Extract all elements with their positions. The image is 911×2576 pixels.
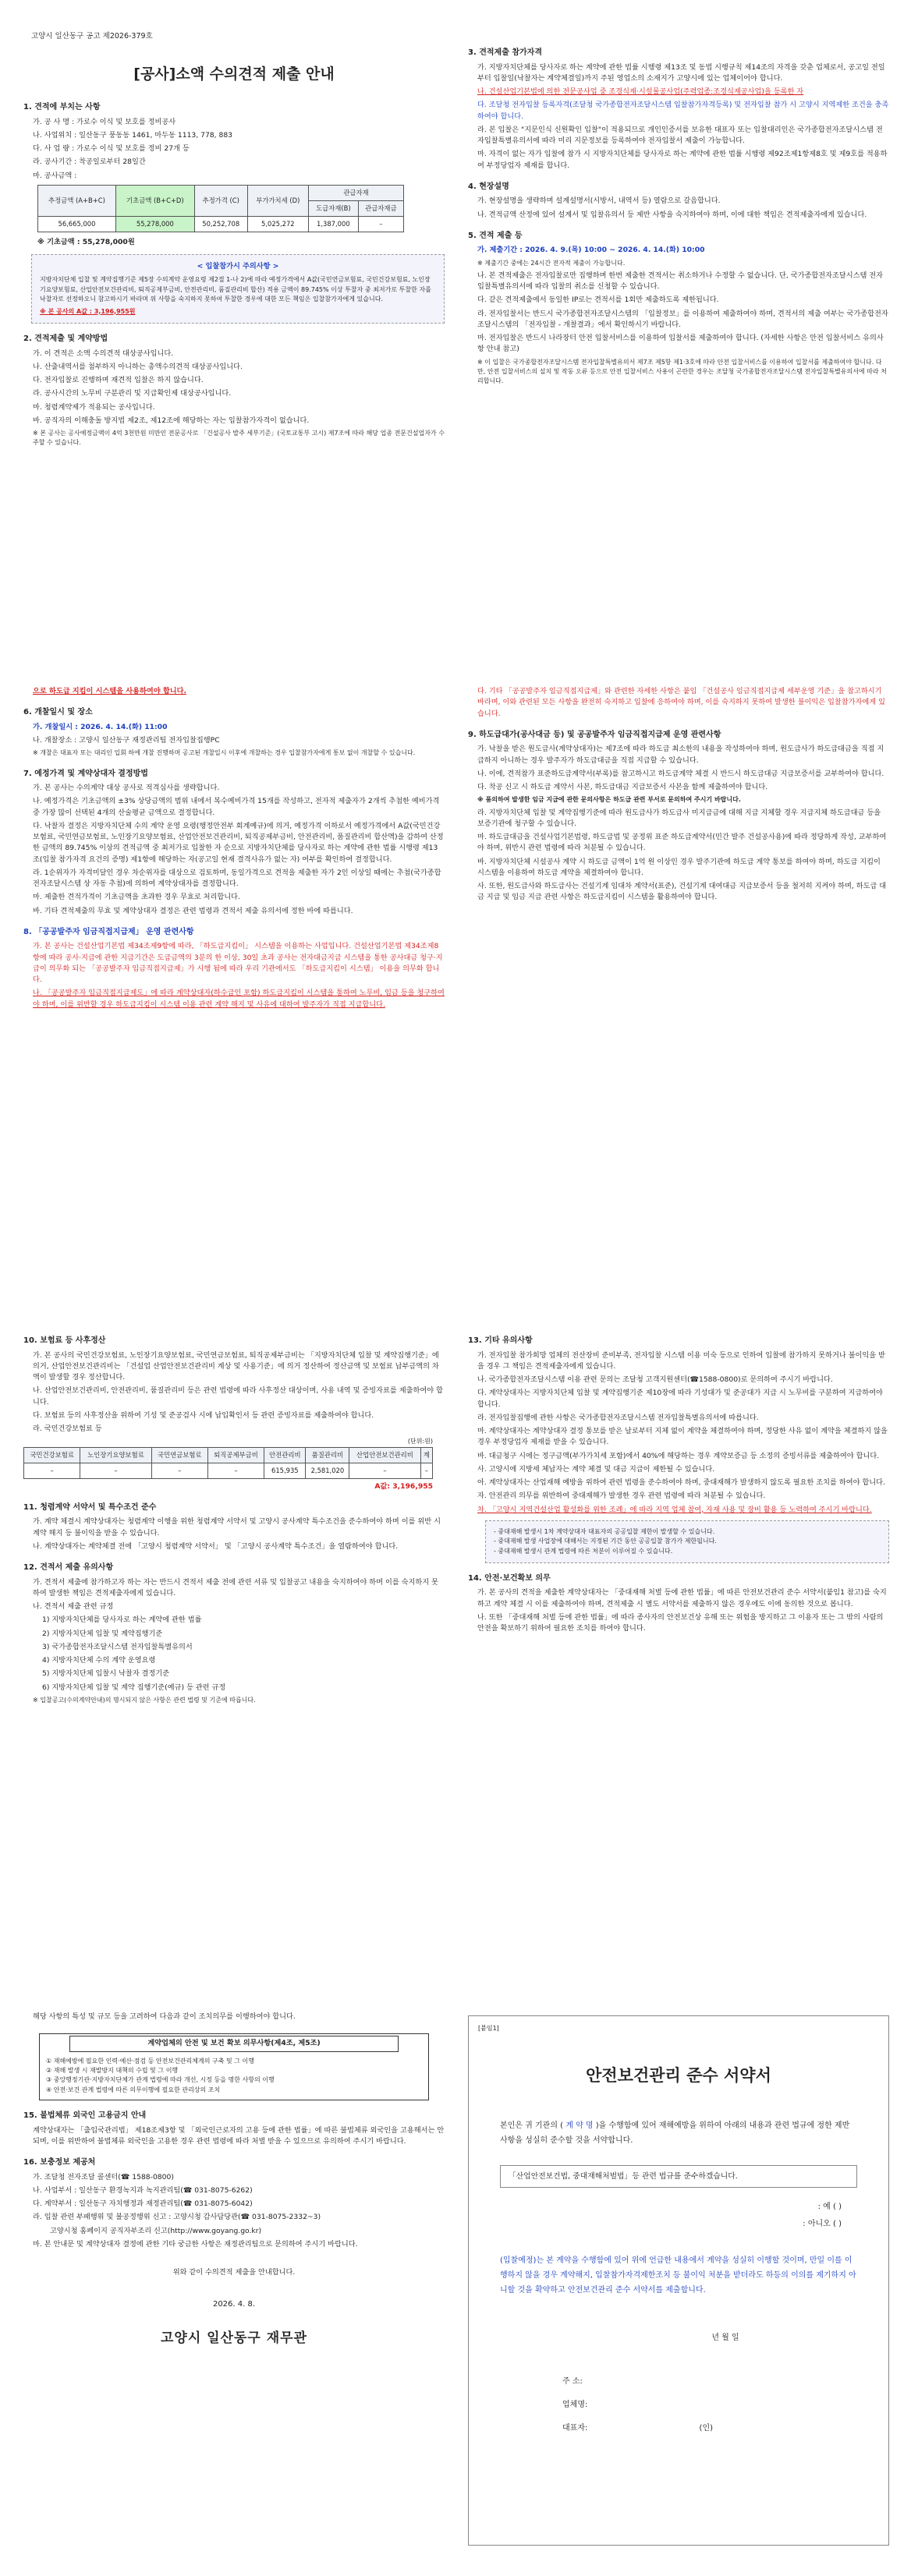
- list-item: 나. 개찰장소 : 고양시 일산동구 재정관리팀 전자입찰집행PC: [33, 736, 220, 745]
- section-14-title: 14. 안전·보건확보 의무: [468, 1573, 551, 1583]
- list-item: 나. 사업부서 : 일산동구 환경녹지과 녹지관리팀(☎ 031-8075-6262): [33, 2185, 253, 2195]
- check-no[interactable]: : 아니오 ( ): [803, 2219, 842, 2228]
- table-cell: 2,581,020: [306, 1463, 349, 1478]
- list-item: 마. 공사금액 :: [33, 171, 77, 180]
- note: - 중대재해 발생시 관계 법령에 따른 처분이 이루어질 수 있습니다.: [494, 1547, 673, 1555]
- warning-title: < 입찰참가시 주의사항 >: [197, 262, 279, 271]
- table-cell: –: [151, 1463, 207, 1478]
- list-item: 3) 국가종합전자조달시스템 전자입찰특별유의서: [42, 1642, 193, 1651]
- section-11-items: [23, 1516, 445, 1552]
- list-item: 바. 공직자의 이해충돌 방지법 제2조, 제12조에 해당하는 자는 입찰참가자격이 없습니다.: [33, 416, 310, 425]
- list-item: 나. 「공공발주자 임금직접지급제도」에 따라 계약상대자(하수급인 포함) 하도급지킴이 시스템을 통하여 노무비, 임금 등을 청구하여야 하며, 이를 위반할 경우 하도급지킴이 시스템 이용 관련 계약 해지 및 사유에 대하여 발주자가 직접 지급합니다.: [33, 989, 445, 1009]
- table-header: 관급자재금: [358, 200, 403, 216]
- section-5-title: 5. 견적 제출 등: [468, 231, 523, 240]
- table-header: 추정금액 (A+B+C): [38, 185, 116, 216]
- list-item: 바. 지방자치단체 시설공사 계약 시 하도급 금액이 1억 원 이상인 경우 발주기관에 하도급 계약 통보를 하여야 하며, 하도급 지킴이 시스템을 이용하여 하도급 계약을 체결하여야 합니다.: [477, 857, 881, 877]
- section-8-continued-red: 으로 하도급 지킴이 시스템을 사용하여야 합니다.: [33, 687, 186, 695]
- table-header: 안전관리비: [264, 1447, 306, 1463]
- list-item: 마. 청렴계약제가 적용되는 공사입니다.: [33, 402, 155, 412]
- section-16-items: [23, 2172, 445, 2251]
- section-7-items: [23, 783, 445, 917]
- table-cell: –: [80, 1463, 151, 1478]
- section-8-title: 8. 「공공발주자 임금직접지급제」 운영 관련사항: [23, 927, 194, 936]
- list-item: 가. 낙찰을 받은 원도급사(계약상대자)는 제7조에 따라 하도급 최소한의 내용을 작성하여야 하며, 원도급사가 하도급대금을 직접 지급하지 아니하는 경우 발주자가 하도급대금을 직접 지급할 수 있습니다.: [477, 745, 884, 765]
- pledge-checks: [469, 2199, 842, 2233]
- table-cell: –: [24, 1463, 80, 1478]
- list-item: 나. 본 견적제출은 전자입찰로만 집행하며 한번 제출한 견적서는 취소하거나 수정할 수 없습니다. 단, 국가종합전자조달시스템 전자입찰특별유의서에 따라 입찰의 취소를 신청할 수 있습니다.: [477, 271, 884, 292]
- section-3-items: [468, 62, 889, 172]
- table-header: 추정가격 (C): [194, 185, 247, 216]
- table-header: 국민건강보험료: [24, 1447, 80, 1463]
- list-item: 가. 본 공사의 견적을 제출한 계약상대자는 「중대재해 처벌 등에 관한 법률」에 따른 안전보건관리 준수 서약서(붙임1 참고)를 숙지하고 계약 체결 시 이를 제출하여야 하며, 견적제출 시 별도 서약서를 제출하지 않은 경우에도 이에 동의한 것으로 봅니다.: [477, 1588, 887, 1608]
- list-item: 가. 공 사 명 : 가로수 이식 및 보호를 정비공사: [33, 117, 176, 126]
- section-7-title: 7. 예정가격 및 계약상대자 결정방법: [23, 769, 148, 778]
- list-item: 가. 본 공사는 건설산업기본법 제34조제9항에 따라, 「하도급지킴이」 시스템을 이용하는 사업입니다. 건설산업기본법 제34조제8항에 따라 공사·지급에 관한 지급기간은 도급금액의 3분의 한 이상, 30일 초과 공사는 전자대금지급 시스템을 통한 공사대금 청구·지급이 의무화 되는 「공공발주자 임금직접지급제」가 시행 됨에 따라 우리 기관에서도 「하도급지킴이 시스템」 이용을 의무화 합니다.: [33, 942, 443, 985]
- list-item: 다. 전자입찰로 진행하며 재견적 입찰은 하지 않습니다.: [33, 376, 204, 385]
- contract-name-blank: 계 약 명: [563, 2121, 596, 2130]
- section-10-title: 10. 보험료 등 사후정산: [23, 1336, 106, 1345]
- list-item: 라. 입찰 관련 부패행위 및 불공정행위 신고 : 고양시청 감사담당관(☎ 031-8075-2332~3): [33, 2213, 321, 2222]
- sheet-4: [468, 686, 889, 906]
- sheet-1: [23, 31, 445, 451]
- list-item: 가. 계약 체결시 계약상대자는 청렴계약 이행을 위한 청렴계약 서약서 및 고양시 공사계약 특수조건을 준수하여야 하며 이를 위반 시 계약 해지 등 불이익을 받을 수 있습니다.: [33, 1517, 441, 1537]
- notice-number: 고양시 일산동구 공고 제2026-379호: [31, 32, 153, 41]
- section-9-items: [468, 744, 889, 903]
- list-item: 마. 본 안내문 및 계약상대자 결정에 관한 기타 궁금한 사항은 재정관리팀으로 문의하여 주시기 바랍니다.: [33, 2239, 358, 2249]
- sheet-3: [23, 686, 445, 1013]
- list-item: 2) 지방자치단체 입찰 및 계약집행기준: [42, 1629, 163, 1638]
- table-header: 품질관리비: [306, 1447, 349, 1463]
- section-10-items: [23, 1350, 445, 1435]
- list-item: 가. 현장설명을 생략하며 설계설명서(시방서, 내역서 등) 열람으로 갈음합니다.: [477, 196, 721, 206]
- list-item: 다. 착공 신고 시 하도급 계약서 사본, 하도급대금 지급보증서 사본을 함께 제출하여야 합니다.: [477, 783, 768, 791]
- section-13-title: 13. 기타 유의사항: [468, 1336, 533, 1345]
- list-item: 차. 「고양시 지역건설산업 활성화를 위한 조례」에 따라 지역 업체 참여, 자재 사용 및 장비 활용 등 노력하여 주시기 바랍니다.: [477, 1505, 872, 1514]
- table-header: 관급자재: [309, 185, 404, 200]
- section-13-items: [468, 1350, 889, 1563]
- list-item: 나. 계약상대자는 계약체결 전에 「고양시 청렴계약 서약서」 및 「고양시 공사계약 특수조건」을 열람하여야 합니다.: [33, 1541, 399, 1551]
- list-item: 가. 제출기간 : 2026. 4. 9.(목) 10:00 ~ 2026. 4. 14.(화) 10:00: [477, 246, 705, 255]
- list-item: 라. 공사기간 : 착공일로부터 28일간: [33, 157, 146, 167]
- list-item: 가. 개찰일시 : 2026. 4. 14.(화) 11:00: [33, 722, 168, 731]
- base-amount: ※ 기초금액 : 55,278,000원: [37, 237, 135, 246]
- list-item: 라. 국민건강보험료 등: [33, 1424, 102, 1433]
- check-yes[interactable]: : 예 ( ): [817, 2202, 842, 2211]
- pledge-form: [468, 2015, 889, 2546]
- list-item: 나. 또한 「중대재해 처벌 등에 관한 법률」에 따라 종사자의 안전보건상 유해 또는 위험을 방지하고 그 이용자 또는 그 밖의 사람의 안전을 확보하기 위하여 필요한 조치를 하여야 합니다.: [477, 1612, 884, 1633]
- section-12-title: 12. 견적서 제출 유의사항: [23, 1563, 114, 1573]
- section-6-title: 6. 개찰일시 및 장소: [23, 708, 93, 717]
- section-3-title: 3. 견적제출 참가자격: [468, 48, 542, 57]
- list-item: ※ 입찰공고(수의계약안내)의 명시되지 않은 사항은 관련 법령 및 기준에 따릅니다.: [33, 1696, 256, 1704]
- table-row: [24, 1463, 433, 1478]
- list-item: 라. 전자입찰집행에 관한 사항은 국가종합전자조달시스템 전자입찰특별유의서에 따릅니다.: [477, 1413, 759, 1422]
- issue-date: 2026. 4. 8.: [212, 2300, 256, 2309]
- list-item: 나. 산업안전보건관리비, 안전관리비, 품질관리비 등은 관련 법령에 따라 사후정산 대상이며, 사용 내역 및 증빙자료를 제출하여야 합니다.: [33, 1386, 443, 1407]
- warning-box: [31, 254, 445, 324]
- table-cell: 56,665,000: [38, 216, 116, 232]
- table-cell: –: [420, 1463, 432, 1478]
- table-row: [38, 216, 404, 232]
- pledge-date: 년 월 일: [711, 2333, 739, 2342]
- closing-text: 위와 같이 수의견적 제출을 안내합니다.: [172, 2268, 296, 2277]
- list-item: 다. 조달청 전자입찰 등록자격(조달청 국가종합전자조달시스템 입찰참가자격등록) 및 전자입찰 참가 시 고양시 지역제한 조건을 충족하여야 합니다.: [477, 101, 889, 121]
- section-4-items: [468, 196, 889, 221]
- a-value-total: A값: 3,196,955: [374, 1481, 433, 1491]
- section-1-title: 1. 견적에 부치는 사항: [23, 103, 101, 112]
- list-item: ③ 중앙행정기관·지방자치단체가 관계 법령에 따라 개선, 시정 등을 명한 사항의 이행: [46, 2076, 275, 2084]
- list-item: 바. 기타 견적제출의 무효 및 계약상대자 결정은 관련 법령과 견적서 제출 유의서에 정한 바에 따릅니다.: [33, 906, 353, 915]
- table-cell: 55,278,000: [115, 216, 194, 232]
- list-item: 다. 낙찰자 결정은 지방자치단체 수의 계약 운영 요령(행정안전부 회계예규)에 의거, 예정가격 이하로서 예정가격에서 A값(국민건강보험료, 국민연금보험료, 노인장기요양보험료, 산업안전보건관리비, 퇴직공제부금비, 안전관리비, 품질관리비 합산액)을 감하여 산정한 금액의 89.745% 이상의 견적금액 중 최저가로 입찰한 자 순으로 지방자치단체를 당사자로 하는 계약에 관한 법률 시행령 제13조(입찰 참가자격 요건의 증명) 제1항에 해당하는 자(공고일 현재 결격사유가 없는 자) 여부를 확인하여 결정합니다.: [33, 821, 444, 864]
- pledge-title: 안전보건관리 준수 서약서: [586, 2066, 771, 2085]
- table-header: 국민연금보험료: [151, 1447, 207, 1463]
- list-item: 다. 사 업 량 : 가로수 이식 및 보호를 정비 27개 등: [33, 144, 190, 154]
- list-item: 마. 계약상대자는 계약상대자 결정 통보를 받은 날로부터 지체 없이 계약을 체결하여야 하며, 정당한 사유 없이 계약을 체결하지 않을 경우 부정당업자 제재를 받을 수 있습니다.: [477, 1427, 888, 1447]
- list-item: ② 재해 발생 시 재발방지 대책의 수립 및 그 이행: [46, 2066, 179, 2074]
- list-item: 라. 1순위자가 자격미달인 경우 차순위자를 대상으로 검토하며, 동일가격으로 견적을 제출한 자가 2인 이상일 때에는 추첨(국가종합전자조달시스템 상 자동 추첨)에 의하여 계약상대자를 결정합니다.: [33, 868, 441, 889]
- pledge-signature: [562, 2370, 888, 2440]
- document-title: [공사]소액 수의견적 제출 안내: [133, 65, 335, 83]
- section-14-lead: 해당 사항의 특성 및 규모 등을 고려하여 다음과 같이 조치의무를 이행하여야 합니다.: [33, 2012, 296, 2021]
- table-header: 부가가치세 (D): [247, 185, 308, 216]
- notes-box: [485, 1520, 889, 1563]
- list-item: ④ 안전·보건 관계 법령에 따른 의무이행에 필요한 관리상의 조치: [46, 2086, 221, 2093]
- list-item: 나. 사업위치 : 일산동구 풍동동 1461, 마두동 1113, 778, 883: [33, 130, 233, 140]
- list-item: 다. 계약상대자는 지방자치단체 입찰 및 계약집행기준 제10장에 따라 기성대가 및 준공대가 지급 시 노무비를 구분하여 지급하여야 합니다.: [477, 1389, 883, 1409]
- list-item: 나. 견적금액 산정에 있어 설계서 및 입찰유의서 등 제반 사항을 숙지하여야 하며, 이에 대한 책임은 견적제출자에게 있습니다.: [477, 210, 867, 219]
- list-item: 아. 계약상대자는 산업재해 예방을 위하여 관련 법령을 준수하여야 하며, 중대재해가 발생하지 않도록 필요한 조치를 하여야 합니다.: [477, 1478, 885, 1487]
- section-9-title: 9. 하도급대가(공사대금 등) 및 공공발주자 임금직접지급제 운영 관련사항: [468, 730, 721, 739]
- list-item: 4) 지방자치단체 수의 계약 운영요령: [42, 1656, 156, 1665]
- section-8-tail: 다. 기타 「공공발주자 임금직접지급제」와 관련한 자세한 사항은 붙임 「건설공사 임금직접지급제 세부운영 기준」을 참고하시기 바라며, 이와 관련된 모든 사항을 완전히 숙지하고 입찰에 응하여야 하며, 이를 숙지하지 못하여 발생한 불이익은 입찰참가자에게 있습니다.: [477, 687, 885, 718]
- section-1-items: [23, 117, 445, 182]
- section-2-title: 2. 견적제출 및 계약방법: [23, 334, 108, 344]
- note: ※ 본 공사는 공사예정금액이 4억 3천만원 미만인 전문공사로 「건설공사 발주 세부기준」(국토교통부 고시) 제7조에 따라 해당 업종 전문건설업자가 수주할 수 있습니다.: [33, 430, 445, 447]
- list-item: ※ 제출기간 중에는 24시간 전자적 제출이 가능합니다.: [477, 259, 626, 267]
- table-header: 노인장기요양보험료: [80, 1447, 151, 1463]
- note: - 중대재해 발생시 1차 계약상대자 대표자의 공공입찰 제한이 발생할 수 있습니다.: [494, 1527, 715, 1535]
- list-item: 가. 이 견적은 소액 수의견적 대상공사입니다.: [33, 349, 174, 358]
- insurance-table: [23, 1447, 433, 1479]
- list-item: 나. 국가종합전자조달시스템 이용 관련 문의는 조달청 고객지원센터(☎1588-0800)로 문의하여 주시기 바랍니다.: [477, 1375, 833, 1384]
- pledge-tag: [붙임1]: [478, 2025, 499, 2032]
- list-item: ※ 이 입찰은 국가종합전자조달시스템 전자입찰특별유의서 제7조 제5항 제1·3호에 따라 안전 입찰서비스를 이용하여 입찰서를 제출하여야 합니다. 다만, 안전 입찰서비스의 설치 및 작동 오류 등으로 안전 입찰서비스 사용이 곤란한 경우는 조달청 국가종합전자조달시스템 전자입찰특별유의서에 따라 처리합니다.: [477, 358, 887, 385]
- list-item: 다. 같은 견적제출에서 동일한 IP로는 견적서를 1회만 제출하도록 제한됩니다.: [477, 295, 719, 305]
- table-header: 계: [420, 1447, 432, 1463]
- table-header: 퇴직공제부금비: [207, 1447, 264, 1463]
- list-item: 마. 하도급대금을 건설사업기본법령, 하도급법 및 공정위 표준 하도급계약서(민간 발주 건설공사용)에 따라 정당하게 작성, 교부하여야 하며, 위반시 관련 법령에 따라 처분될 수 있습니다.: [477, 833, 887, 853]
- list-item: ※ 개찰은 대표자 또는 대리인 입회 하에 개찰 진행하며 공고된 개찰일시 이후에 개찰하는 경우 입찰참가자에게 통보 없이 개찰할 수 있습니다.: [33, 749, 416, 757]
- list-item: 사. 또한, 원도급사와 하도급사는 건설기계 임대차 계약서(표준), 건설기계 대여대금 지급보증서 등을 철저히 지켜야 하며, 하도급 대금 지급 및 임금 지급 관련 사항은 하도급지킴이 시스템을 활용하여야 합니다.: [477, 882, 887, 902]
- section-2-items: [23, 349, 445, 448]
- list-item: 다. 계약부서 : 일산동구 자치행정과 재정관리팀(☎ 031-8075-6042): [33, 2199, 253, 2209]
- list-item: 나. 이에, 견적참가 표준하도급계약서(부록)를 참고하시고 하도급계약 체결 시 반드시 하도급대금 지급보증서를 교부하여야 합니다.: [477, 769, 884, 778]
- amount-table: [37, 185, 404, 232]
- list-item: 6) 지방자치단체 입찰 및 계약 집행기준(예규) 등 관련 규정: [42, 1683, 226, 1692]
- obligation-title: 계약업체의 안전 및 보건 확보 의무사항(제4조, 제5조): [69, 2036, 399, 2051]
- issuer: 고양시 일산동구 재무관: [160, 2330, 308, 2346]
- table-cell: 50,252,708: [194, 216, 247, 232]
- section-15-title: 15. 불법체류 외국인 고용금지 안내: [23, 2111, 147, 2121]
- pledge-intro: 본인은 귀 기관의 ( 계 약 명 )을 수행함에 있어 재해예방을 위하여 아래의 내용과 관련 법규에 정한 제반 사항을 성실히 준수할 것을 서약합니다.: [500, 2121, 850, 2145]
- sheet-7: [23, 2012, 445, 2348]
- list-item: 마. 자격이 없는 자가 입찰에 참가 시 지방자치단체를 당사자로 하는 계약에 관한 법률 시행령 제92조제1항제8호 및 제9호를 적용하여 부정당업자 제재를 합니다.: [477, 150, 888, 170]
- list-item: 마. 제출한 견적가격이 기초금액을 초과한 경우 무효로 처리합니다.: [33, 893, 240, 902]
- list-item: 나. 견적서 제출 관련 규정: [33, 1602, 114, 1612]
- table-cell: 1,387,000: [309, 216, 359, 232]
- rep-label: 대표자:: [562, 2424, 588, 2433]
- warning-body: 지방자치단체 입찰 및 계약집행기준 제5장 수의계약 운영요령 제2절 1-나 2)에 따라 예정가격에서 A값(국민연금보험료, 국민건강보험료, 노인장기요양보험료, 산업안전보건관리비, 퇴직공제부금비, 안전관리비, 품질관리비 합산) 적용 금액이 89.745% 이상 투찰자 중 최저가로 투찰한 자를 낙찰자로 선정하오니 참고하시기 바라며 위 사항을 숙지하지 못하여 투찰한 경우에 대한 모든 책임은 입찰참가자에게 있습니다.: [40, 276, 431, 303]
- table-cell: 615,935: [264, 1463, 306, 1478]
- list-item: 고양시청 홈페이지 공직자부조리 신고(http://www.goyang.go.kr): [50, 2226, 262, 2235]
- section-5-items: [468, 245, 889, 387]
- address-label: 주 소:: [562, 2377, 583, 2387]
- list-item: 라. 전자입찰서는 반드시 국가종합전자조달시스템의 「입찰정보」를 이용하여 제출하여야 하며, 견적서의 제출 여부는 국가종합전자조달시스템의 「전자입찰 - 개찰결과」에서 확인하시기 바랍니다.: [477, 309, 888, 329]
- sheet-6: [468, 1325, 889, 1637]
- company-label: 업체명:: [562, 2401, 588, 2410]
- section-14-items: [468, 1587, 889, 1634]
- list-item: 바. 대금청구 시에는 정구금액(부가가치세 포함)에서 40%에 해당하는 경우 계약보증금 등 소정의 증빙서류를 제출하여야 합니다.: [477, 1451, 880, 1460]
- list-item: 나. 산출내역서를 첨부하지 아니하는 총액수의견적 대상공사입니다.: [33, 362, 243, 371]
- list-item: ① 재해예방에 필요한 인력·예산·점검 등 안전보건관리체계의 구축 및 그 이행: [46, 2057, 254, 2065]
- list-item: 나. 건설산업기본법에 의한 전문공사업 중 조경식재·시설물공사업(주력업종:조경식재공사업)을 등록한 자: [477, 87, 804, 96]
- list-item: 자. 안전관리 의무를 위반하여 중대재해가 발생한 경우 관련 법령에 따라 처분될 수 있습니다.: [477, 1491, 766, 1501]
- table-cell: 5,025,272: [247, 216, 308, 232]
- list-item: ※ 품의하여 발생한 임금 지급에 관한 문의사항은 하도급 관련 부서로 문의하여 주시기 바랍니다.: [477, 796, 741, 804]
- note: - 중대재해 발생 사업장에 대해서는 지정된 기간 동안 공공입찰 참가가 제한됩니다.: [494, 1537, 717, 1545]
- list-item: 가. 조달청 전자조달 콜센터(☎ 1588-0800): [33, 2172, 174, 2181]
- a-value: ※ 본 공사의 A값 : 3,196,955원: [40, 307, 136, 315]
- sheet-2: [468, 47, 889, 389]
- section-11-title: 11. 청렴계약 서약서 및 특수조건 준수: [23, 1502, 157, 1512]
- list-item: 라. 본 입찰은 "지문인식 신원확인 입찰"이 적용되므로 개인인증서를 보유한 대표자 또는 입찰대리인은 국가종합전자조달시스템 전자입찰특별유의서에 따라 미리 지문정보를 등록하여야 전자입찰서 제출이 가능합니다.: [477, 125, 883, 145]
- list-item: 라. 지방자치단체 입찰 및 계약집행기준에 따라 원도급사가 하도급사 미지급금에 대해 지급 지체할 경우 지급지체 하도급대금 등을 보증기관에 청구할 수 있습니다.: [477, 808, 881, 828]
- table-cell: –: [207, 1463, 264, 1478]
- list-item: 가. 지방자치단체를 당사자로 하는 계약에 관한 법률 시행령 제13조 및 동법 시행규칙 제14조의 자격을 갖춘 업체로서, 공고일 전일부터 입찰일(낙찰자는 계약체결일)까지 주된 영업소의 소재지가 고양시에 있는 업체이어야 합니다.: [477, 62, 885, 83]
- section-12-items: [23, 1577, 445, 1706]
- list-item: 1) 지방자치단체를 당사자로 하는 계약에 관한 법률: [42, 1615, 202, 1625]
- table-header: 산업안전보건관리비: [349, 1447, 420, 1463]
- section-15-body: 계약상대자는 「출입국관리법」 제18조제3항 및 「외국인근로자의 고용 등에 관한 법률」에 따른 불법체류 외국인을 고용해서는 안 되며, 이를 위반하여 불법체류 외국인을 고용한 경우 관련 법령에 따라 처벌 받을 수 있으므로 유의하여 주시기 바랍니다.: [33, 2125, 445, 2146]
- pledge-body: (입찰예정)는 본 계약을 수행함에 있어 위에 언급한 내용에서 계약을 성실히 이행할 것이며, 만일 이를 이행하지 않을 경우 계약해지, 입찰참가자격제한조치 등 불이익 처분을 받더라도 하등의 이의를 제기하지 아니할 것을 확약하고 안전보건관리 준수 서약서를 제출합니다.: [500, 2256, 856, 2295]
- list-item: 라. 공사시간의 노무비 구분관리 및 지급확인제 대상공사입니다.: [33, 389, 232, 398]
- list-item: 가. 견적서 제출에 참가하고자 하는 자는 반드시 견적서 제출 전에 관련 서류 및 입찰공고 내용을 숙지하여야 하며 이를 숙지하지 못하여 발생한 책임은 견적제출자에게 있습니다.: [33, 1577, 438, 1598]
- list-item: 사. 고양시에 지방세 체납자는 계약 체결 및 대금 지급이 제한될 수 있습니다.: [477, 1464, 715, 1474]
- list-item: 가. 본 공사의 국민건강보험료, 노인장기요양보험료, 국민연금보험료, 퇴직공제부금비는 「지방자치단체 입찰 및 계약집행기준」에 의거, 산업안전보건관리비는 「건설업 산업안전보건관리비 계상 및 사용기준」에 의거 정산하여 정산금액 및 보험료 납부금액의 차액이 발생할 경우 정산합니다.: [33, 1350, 439, 1382]
- list-item: 가. 본 공사는 수의계약 대상 공사로 적격심사를 생략합니다.: [33, 784, 220, 793]
- sheet-5: [23, 1325, 445, 1707]
- table-header: 도급자재(B): [309, 200, 359, 216]
- section-16-title: 16. 보충정보 제공처: [23, 2158, 96, 2167]
- seal-mark: (인): [699, 2424, 714, 2433]
- pledge-laws: 「산업안전보건법, 중대재해처벌법」등 관련 법규를 준수하겠습니다.: [500, 2165, 857, 2188]
- list-item: 마. 전자입찰은 반드시 나라장터 안전 입찰서비스를 이용하여 입찰서를 제출하여야 합니다. (자세한 사항은 안전 입찰서비스 유의사항 안내 참고): [477, 334, 884, 354]
- list-item: 5) 지방자치단체 입찰시 낙찰자 결정기준: [42, 1669, 170, 1679]
- table-header: 기초금액 (B+C+D): [115, 185, 194, 216]
- table-cell: –: [358, 216, 403, 232]
- list-item: 가. 전자입찰 참가희망 업체의 전산장비 준비부족, 전자입찰 시스템 이용 미숙 등으로 인하여 입찰에 참가하지 못하거나 불이익을 받을 경우 그 책임은 견적제출자에게 있습니다.: [477, 1350, 885, 1371]
- list-item: 다. 보험료 등의 사후정산을 위하여 기성 및 준공검사 시에 납입확인서 등 관련 증빙자료를 제출하여야 합니다.: [33, 1410, 374, 1420]
- section-6-items: [23, 722, 445, 759]
- table-cell: –: [349, 1463, 420, 1478]
- table-unit: (단위:원): [407, 1438, 433, 1445]
- obligation-box: [39, 2033, 429, 2100]
- section-4-title: 4. 현장설명: [468, 182, 509, 191]
- representative-row: [562, 2417, 888, 2440]
- list-item: 나. 예정가격은 기초금액의 ±3% 상당금액의 범위 내에서 복수예비가격 15개를 작성하고, 전자적 제출자가 2개씩 추첨한 예비가격 중 가장 많이 선택된 4개의 산술평균 금액으로 결정합니다.: [33, 797, 440, 817]
- section-8-items: [23, 941, 445, 1010]
